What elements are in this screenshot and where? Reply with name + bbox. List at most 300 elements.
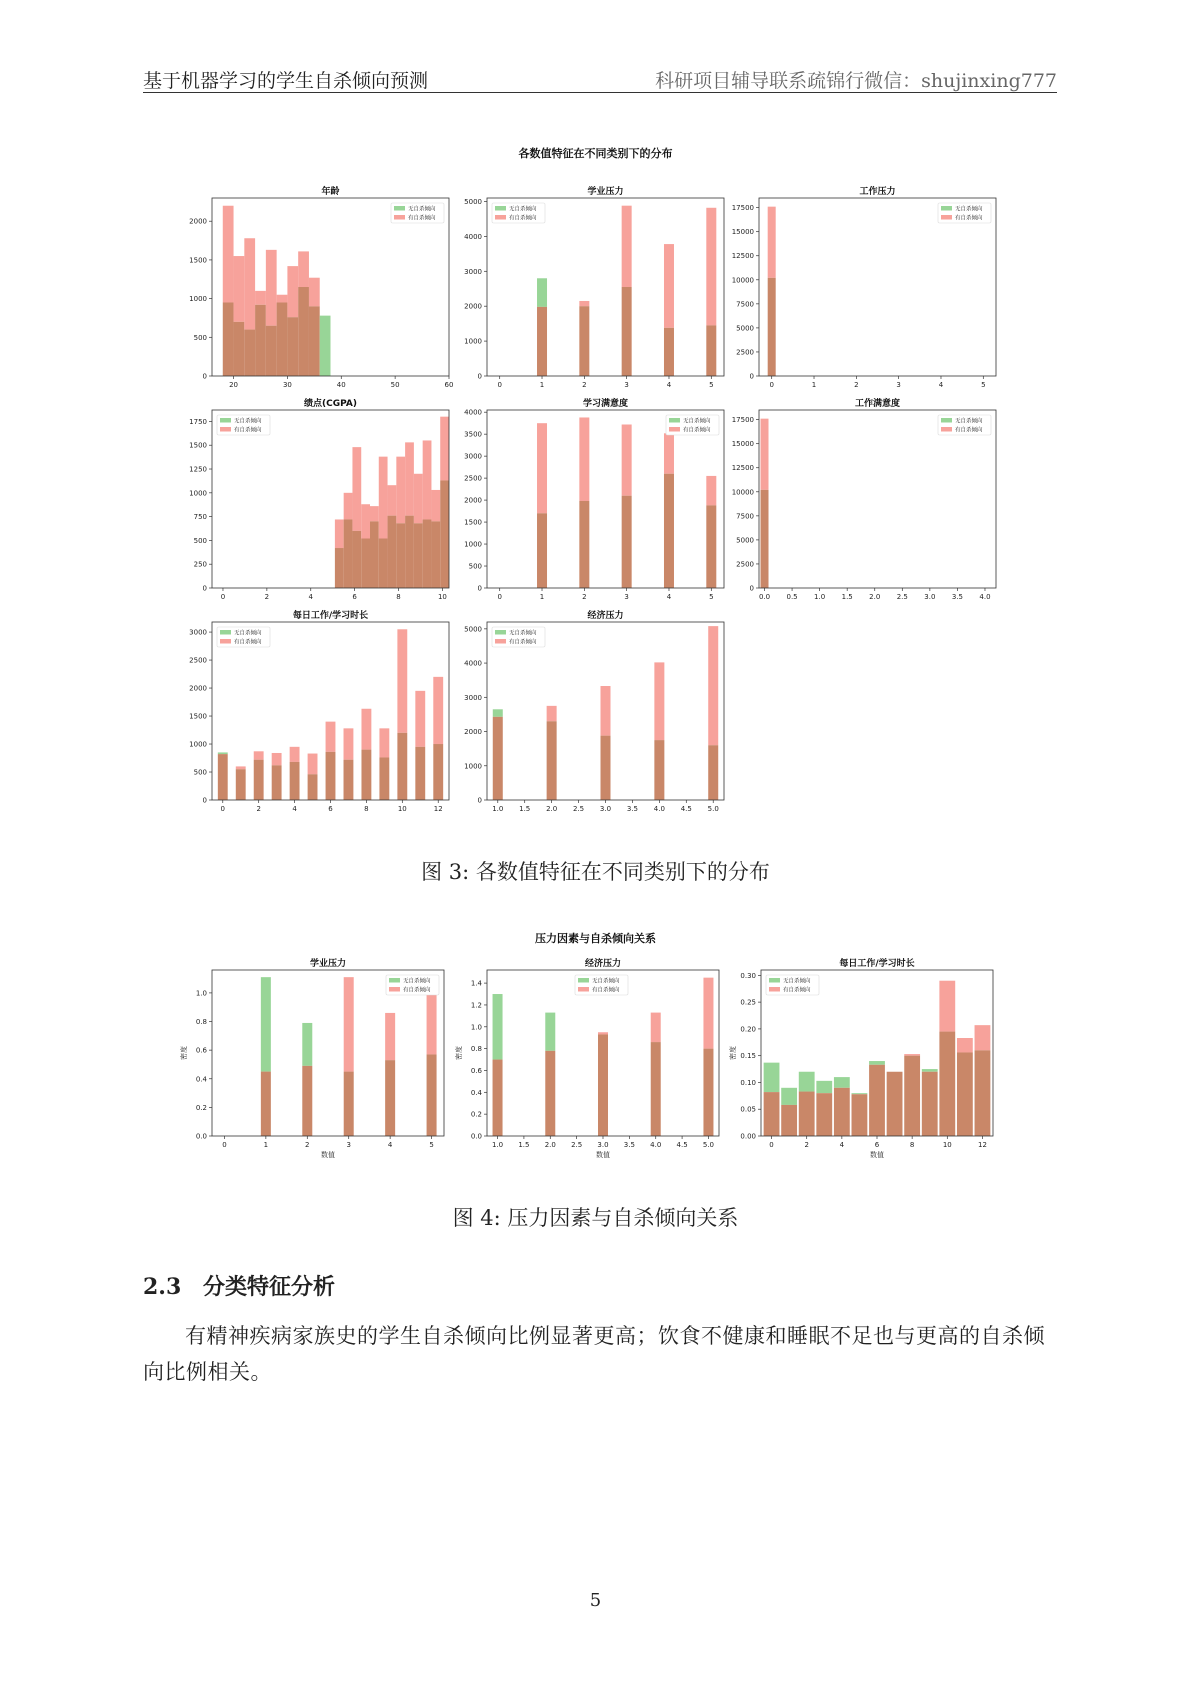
y-tick-label: 1750 (189, 417, 207, 426)
x-axis-label: 数值 (596, 1151, 610, 1159)
legend-swatch (769, 978, 780, 983)
y-tick-label: 4000 (464, 659, 482, 668)
section-title: 分类特征分析 (203, 1274, 336, 1300)
x-tick-label: 12 (977, 1141, 987, 1149)
y-tick-label: 0.00 (740, 1132, 756, 1141)
x-tick-label: 4.0 (979, 593, 991, 601)
bar-overlap (799, 1092, 815, 1136)
subplot-1 (464, 185, 724, 389)
bar-top (396, 457, 405, 524)
x-tick-label: 4.5 (676, 1141, 688, 1149)
y-tick-label: 1.2 (470, 1001, 482, 1010)
y-tick-label: 0.8 (470, 1045, 482, 1054)
y-tick-label: 4000 (464, 232, 482, 241)
bar-top (904, 1054, 920, 1056)
bar-top (598, 1032, 608, 1034)
x-tick-label: 6 (874, 1141, 880, 1149)
bar-overlap (344, 1072, 354, 1136)
x-tick-label: 3.0 (924, 593, 936, 601)
y-tick-label: 2000 (189, 217, 207, 226)
y-tick-label: 0 (202, 796, 207, 805)
bar-overlap (622, 287, 632, 376)
bar-top (298, 251, 309, 287)
y-axis-label: 密度 (180, 1046, 188, 1060)
y-tick-label: 7500 (736, 512, 754, 521)
x-tick-label: 1 (263, 1141, 269, 1149)
legend-label: 无自杀倾向 (592, 978, 620, 985)
x-tick-label: 2 (264, 593, 270, 601)
bar-overlap (957, 1052, 973, 1136)
y-tick-label: 0.4 (470, 1088, 482, 1097)
bar-top (761, 419, 769, 490)
legend-swatch (941, 215, 952, 220)
x-tick-label: 4.0 (650, 1141, 662, 1149)
bar-top (537, 278, 547, 307)
figure-4-suptitle: 压力因素与自杀倾向关系 (535, 932, 656, 945)
legend (217, 415, 270, 435)
x-tick-label: 4.0 (653, 805, 665, 813)
y-tick-label: 3000 (189, 628, 207, 637)
x-tick-label: 1 (539, 381, 545, 389)
y-tick-label: 1000 (464, 337, 482, 346)
x-tick-label: 0 (769, 1141, 774, 1149)
x-tick-label: 1.5 (519, 805, 531, 813)
bar-top (287, 266, 298, 317)
bar-overlap (326, 752, 336, 800)
legend (492, 203, 545, 223)
bar-overlap (939, 1032, 955, 1136)
bar-top (547, 706, 557, 721)
bar-overlap (379, 757, 389, 800)
bar-top (939, 981, 955, 1032)
bar-top (361, 504, 370, 538)
bar-top (277, 295, 288, 303)
bar-overlap (414, 523, 423, 588)
x-tick-label: 2 (582, 381, 587, 389)
subplot-0 (189, 185, 453, 389)
bar-top (244, 238, 255, 329)
x-tick-label: 10 (437, 593, 447, 601)
bar-overlap (298, 287, 309, 376)
bar-overlap (975, 1050, 991, 1136)
legend-label: 无自杀倾向 (234, 418, 262, 425)
x-tick-label: 3.0 (597, 1141, 609, 1149)
plot-frame (487, 410, 724, 588)
y-tick-label: 500 (193, 768, 207, 777)
bar-top (379, 728, 389, 757)
x-tick-label: 50 (390, 381, 400, 389)
subplot-title: 每日工作/学习时长 (839, 959, 915, 969)
y-tick-label: 0.6 (470, 1066, 482, 1075)
bar-overlap (537, 513, 547, 588)
bar-overlap (236, 769, 246, 800)
bar-overlap (255, 305, 266, 376)
bar-overlap (290, 762, 300, 800)
plot-frame (759, 410, 996, 588)
x-tick-label: 1 (539, 593, 545, 601)
legend-swatch (495, 639, 506, 644)
figure-3-suptitle: 各数值特征在不同类别下的分布 (518, 147, 673, 160)
y-tick-label: 12500 (731, 464, 754, 473)
x-tick-label: 1.0 (491, 1141, 504, 1149)
bar-top (651, 1013, 661, 1042)
y-tick-label: 1000 (189, 295, 207, 304)
bar-top (405, 442, 414, 515)
legend-label: 有自杀倾向 (955, 427, 983, 434)
legend-swatch (220, 630, 231, 635)
x-tick-label: 4 (292, 805, 297, 813)
bar-top (706, 476, 716, 505)
x-tick-label: 4 (387, 1141, 393, 1149)
y-tick-label: 4000 (464, 408, 482, 417)
y-tick-label: 0.10 (740, 1078, 756, 1087)
bar-top (255, 291, 266, 305)
x-tick-label: 3.5 (626, 805, 639, 813)
subplot-6 (189, 609, 449, 813)
bar-top (852, 1093, 868, 1094)
y-tick-label: 0.15 (740, 1052, 756, 1061)
y-tick-label: 1250 (189, 465, 207, 474)
bar-top (433, 677, 443, 744)
bar-top (816, 1081, 832, 1093)
body-paragraph: 有精神疾病家族史的学生自杀倾向比例显著更高；饮食不健康和睡眠不足也与更高的自杀倾向比例相关。 (143, 1324, 1045, 1384)
bar-overlap (493, 717, 503, 800)
bar-top (370, 506, 379, 521)
x-tick-label: 10 (942, 1141, 952, 1149)
bar-top (654, 662, 664, 740)
x-tick-label: 4 (839, 1141, 845, 1149)
bar-overlap (440, 480, 449, 588)
bar-overlap (379, 539, 388, 588)
legend-label: 有自杀倾向 (509, 215, 537, 222)
bar-top (254, 751, 264, 759)
y-tick-label: 500 (193, 536, 207, 545)
bar-top (423, 440, 432, 519)
y-tick-label: 2000 (464, 496, 482, 505)
y-tick-label: 10000 (731, 488, 754, 497)
y-tick-label: 12500 (731, 252, 754, 261)
legend (386, 975, 439, 995)
bar-overlap (761, 490, 769, 588)
x-tick-label: 2.5 (896, 593, 908, 601)
bar-top (308, 754, 318, 775)
y-tick-label: 2000 (464, 302, 482, 311)
bar-overlap (277, 302, 288, 376)
y-tick-label: 15000 (731, 440, 754, 449)
legend-label: 有自杀倾向 (408, 215, 436, 222)
legend-label: 无自杀倾向 (509, 630, 537, 637)
y-tick-label: 0.25 (740, 998, 756, 1007)
plot-frame (759, 198, 996, 376)
y-tick-label: 0 (477, 584, 482, 593)
x-tick-label: 5 (709, 381, 714, 389)
subplot-title: 学习满意度 (582, 399, 629, 409)
legend-label: 无自杀倾向 (683, 418, 711, 425)
bar-overlap (261, 1072, 271, 1136)
bar-overlap (493, 1060, 503, 1136)
legend-swatch (495, 206, 506, 211)
bar-overlap (664, 328, 674, 376)
bar-top (957, 1038, 973, 1052)
bar-overlap (234, 322, 245, 376)
legend-swatch (389, 978, 400, 983)
bar-overlap (352, 531, 361, 588)
x-tick-label: 0 (220, 805, 226, 813)
y-axis-label: 密度 (729, 1046, 737, 1060)
bar-top (361, 709, 371, 750)
subplot-9 (454, 957, 719, 1159)
y-tick-label: 5000 (464, 197, 482, 206)
bar-top (622, 425, 632, 496)
bar-top (388, 485, 397, 515)
y-tick-label: 0.0 (470, 1132, 482, 1141)
bar-top (764, 1063, 780, 1092)
legend-swatch (495, 215, 506, 220)
header-title: 基于机器学习的学生自杀倾向预测 (143, 70, 429, 92)
subplot-8 (179, 957, 444, 1159)
x-tick-label: 2.0 (546, 805, 558, 813)
x-tick-label: 0.5 (786, 593, 798, 601)
x-tick-label: 4.5 (680, 805, 692, 813)
bar-overlap (433, 744, 443, 800)
x-tick-label: 3 (624, 381, 629, 389)
bar-top (622, 206, 632, 287)
x-tick-label: 2 (854, 381, 859, 389)
bar-overlap (664, 474, 674, 588)
legend-swatch (495, 630, 506, 635)
legend-swatch (394, 215, 405, 220)
bar-overlap (887, 1072, 903, 1136)
bar-overlap (869, 1065, 885, 1136)
x-tick-label: 0 (497, 381, 502, 389)
subplot-4 (464, 397, 724, 601)
legend-label: 无自杀倾向 (509, 206, 537, 213)
x-tick-label: 1.0 (492, 805, 504, 813)
x-tick-label: 0 (497, 593, 502, 601)
bar-top (344, 728, 354, 759)
y-tick-label: 0.6 (195, 1046, 207, 1055)
legend-swatch (220, 639, 231, 644)
y-tick-label: 0 (749, 584, 754, 593)
bar-overlap (904, 1056, 920, 1136)
legend-swatch (669, 427, 680, 432)
bar-top (440, 417, 449, 481)
subplot-7 (464, 609, 724, 813)
x-tick-label: 4 (666, 381, 672, 389)
y-tick-label: 3500 (464, 430, 482, 439)
bar-top (537, 423, 547, 513)
bar-overlap (385, 1060, 395, 1136)
bar-overlap (579, 501, 589, 588)
y-tick-label: 1000 (464, 762, 482, 771)
x-tick-label: 4 (938, 381, 944, 389)
bar-overlap (223, 302, 234, 376)
bar-top (236, 766, 246, 769)
bar-top (579, 417, 589, 501)
bar-overlap (545, 1051, 555, 1136)
legend-swatch (394, 206, 405, 211)
bar-overlap (397, 733, 407, 800)
bar-overlap (601, 736, 611, 800)
y-tick-label: 2000 (189, 684, 207, 693)
bar-top (397, 629, 407, 733)
page-number: 5 (589, 1590, 602, 1611)
bar-overlap (361, 539, 370, 588)
legend-swatch (220, 427, 231, 432)
y-tick-label: 0.20 (740, 1025, 756, 1034)
figure-4-caption: 图 4: 压力因素与自杀倾向关系 (452, 1206, 739, 1230)
bar-top (975, 1025, 991, 1050)
legend-label: 有自杀倾向 (955, 215, 983, 222)
bar-overlap (816, 1093, 832, 1136)
legend-label: 无自杀倾向 (403, 978, 431, 985)
bar-overlap (423, 519, 432, 588)
bar-top (415, 691, 425, 747)
bar-top (601, 686, 611, 736)
bar-overlap (922, 1072, 938, 1136)
bar-top (869, 1061, 885, 1065)
x-tick-label: 1 (811, 381, 817, 389)
bar-top (385, 1013, 395, 1060)
y-tick-label: 2500 (189, 656, 207, 665)
y-tick-label: 3000 (464, 267, 482, 276)
bar-top (320, 316, 331, 376)
bar-top (431, 490, 440, 521)
bar-overlap (272, 765, 282, 800)
bar-overlap (344, 519, 353, 588)
bar-top (799, 1072, 815, 1092)
subplot-title: 经济压力 (584, 959, 622, 969)
legend-swatch (941, 418, 952, 423)
legend-label: 无自杀倾向 (955, 206, 983, 213)
legend (391, 203, 444, 223)
bar-overlap (266, 326, 277, 376)
bar-top (703, 978, 713, 1049)
x-tick-label: 2.5 (571, 1141, 583, 1149)
legend-label: 有自杀倾向 (592, 987, 620, 994)
legend-swatch (220, 418, 231, 423)
y-tick-label: 3000 (464, 693, 482, 702)
x-tick-label: 10 (397, 805, 407, 813)
x-tick-label: 1.5 (841, 593, 853, 601)
y-tick-label: 0 (477, 796, 482, 805)
y-axis-label: 密度 (455, 1046, 463, 1060)
bar-overlap (706, 505, 716, 588)
section-heading (143, 1270, 335, 1301)
legend-label: 有自杀倾向 (509, 639, 537, 646)
bar-top (352, 447, 361, 531)
bar-overlap (309, 306, 320, 376)
bar-overlap (598, 1034, 608, 1136)
y-tick-label: 0 (749, 372, 754, 381)
x-tick-label: 3.5 (623, 1141, 635, 1149)
y-tick-label: 1000 (189, 489, 207, 498)
y-tick-label: 1500 (189, 712, 207, 721)
bar-overlap (396, 523, 405, 588)
bar-top (768, 207, 776, 278)
x-tick-label: 1.0 (814, 593, 826, 601)
x-tick-label: 12 (433, 805, 443, 813)
x-tick-label: 3 (346, 1141, 351, 1149)
bar-overlap (703, 1049, 713, 1136)
legend-label: 有自杀倾向 (783, 987, 811, 994)
x-tick-label: 3.5 (951, 593, 963, 601)
x-tick-label: 3 (624, 593, 629, 601)
y-tick-label: 0.8 (195, 1018, 207, 1027)
legend-label: 无自杀倾向 (408, 206, 436, 213)
x-tick-label: 5 (429, 1141, 434, 1149)
bar-overlap (218, 754, 228, 800)
y-tick-label: 7500 (736, 300, 754, 309)
subplot-2 (732, 185, 996, 389)
x-tick-label: 4 (666, 593, 672, 601)
y-tick-label: 250 (193, 560, 207, 569)
legend (938, 415, 991, 435)
y-tick-label: 1.0 (195, 989, 207, 998)
bar-overlap (579, 306, 589, 376)
legend-label: 有自杀倾向 (234, 427, 262, 434)
x-tick-label: 0 (769, 381, 774, 389)
bar-top (261, 977, 271, 1071)
y-tick-label: 2500 (736, 348, 754, 357)
bar-top (708, 626, 718, 745)
bar-top (335, 519, 344, 548)
bar-overlap (547, 721, 557, 800)
section-number: 2.3 (143, 1274, 182, 1300)
y-tick-label: 10000 (731, 276, 754, 285)
bar-top (664, 433, 674, 473)
x-tick-label: 5 (709, 593, 714, 601)
bar-overlap (706, 325, 716, 376)
x-tick-label: 5 (981, 381, 986, 389)
bar-overlap (651, 1042, 661, 1136)
bar-overlap (302, 1066, 312, 1136)
x-tick-label: 20 (229, 381, 239, 389)
x-tick-label: 0.0 (758, 593, 771, 601)
y-tick-label: 1500 (464, 518, 482, 527)
x-axis-label: 数值 (870, 1151, 884, 1159)
x-tick-label: 2.0 (869, 593, 881, 601)
bar-overlap (537, 307, 547, 376)
x-axis-label: 数值 (321, 1151, 335, 1159)
x-tick-label: 8 (364, 805, 369, 813)
bar-overlap (388, 516, 397, 588)
y-tick-label: 0 (202, 584, 207, 593)
bar-overlap (654, 740, 664, 800)
bar-top (922, 1069, 938, 1072)
bar-overlap (852, 1094, 868, 1136)
bar-overlap (764, 1092, 780, 1136)
bar-top (344, 977, 354, 1071)
legend (766, 975, 819, 995)
figure-3-caption: 图 3: 各数值特征在不同类别下的分布 (421, 860, 770, 884)
bar-top (493, 709, 503, 717)
bar-top (218, 752, 228, 754)
x-tick-label: 6 (328, 805, 333, 813)
x-tick-label: 60 (444, 381, 454, 389)
x-tick-label: 2 (256, 805, 261, 813)
bar-overlap (254, 760, 264, 800)
bar-top (427, 993, 437, 1055)
bar-top (664, 244, 674, 328)
bar-top (379, 457, 388, 539)
legend-label: 无自杀倾向 (783, 978, 811, 985)
y-tick-label: 0 (202, 372, 207, 381)
x-tick-label: 2 (582, 593, 587, 601)
legend (666, 415, 719, 435)
y-tick-label: 500 (468, 562, 482, 571)
x-tick-label: 2 (305, 1141, 310, 1149)
